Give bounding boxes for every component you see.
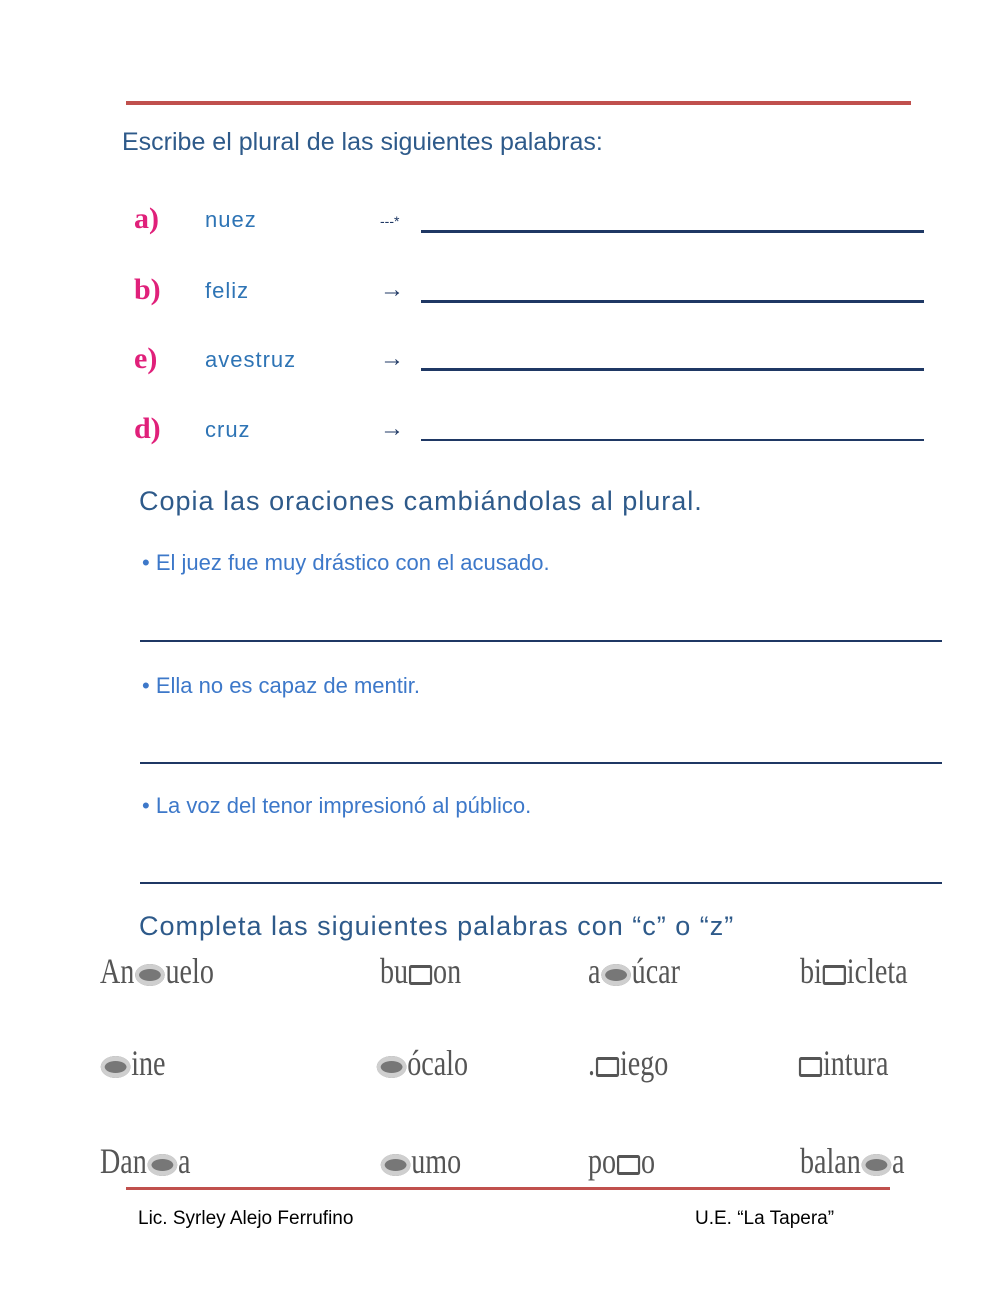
word-suffix: icleta [846, 951, 908, 991]
word-to-complete [100, 1042, 166, 1084]
item-word: avestruz [205, 347, 297, 372]
word-prefix: bi [800, 951, 822, 991]
bottom-rule [126, 1187, 890, 1190]
word-to-complete [100, 950, 214, 992]
copy-line[interactable] [140, 882, 942, 884]
answer-line[interactable] [421, 300, 924, 303]
word-to-complete [800, 1140, 904, 1182]
item-letter: b) [134, 273, 161, 306]
footer-author: Lic. Syrley Alejo Ferrufino [138, 1208, 354, 1229]
sentence: • La voz del tenor impresionó al público. [142, 793, 532, 818]
word-suffix: ócalo [407, 1043, 469, 1083]
word-suffix: ine [131, 1043, 166, 1083]
word-suffix: iego [619, 1043, 669, 1083]
blank-slot[interactable] [601, 964, 631, 986]
word-prefix: a [588, 951, 601, 991]
word-prefix: po [588, 1141, 617, 1181]
word-to-complete [588, 1140, 655, 1182]
item-word: nuez [205, 207, 257, 232]
word-prefix: bu [380, 951, 409, 991]
word-suffix: úcar [631, 951, 680, 991]
blank-slot[interactable] [101, 1056, 131, 1078]
section2-title: Copia las oraciones cambiándolas al plural. [139, 486, 703, 516]
answer-line[interactable] [421, 439, 924, 441]
word-prefix: . [588, 1043, 596, 1083]
blank-slot[interactable] [409, 965, 432, 985]
word-suffix: umo [411, 1141, 462, 1181]
blank-slot[interactable] [596, 1057, 619, 1077]
blank-slot[interactable] [377, 1056, 407, 1078]
item-letter: e) [134, 342, 158, 375]
word-suffix: on [433, 951, 462, 991]
word-to-complete [100, 1140, 190, 1182]
word-to-complete [380, 950, 461, 992]
answer-line[interactable] [421, 230, 924, 233]
word-to-complete [588, 1042, 668, 1084]
word-to-complete [800, 950, 908, 992]
word-suffix: uelo [165, 951, 214, 991]
blank-slot[interactable] [823, 965, 846, 985]
arrow-icon: → [380, 345, 404, 372]
word-suffix: a [177, 1141, 191, 1181]
item-word: cruz [205, 417, 251, 442]
answer-line[interactable] [421, 368, 924, 371]
arrow-icon: ---* [380, 213, 400, 229]
section3-title: Completa las siguientes palabras con “c” o “z” [139, 911, 735, 941]
copy-line[interactable] [140, 640, 942, 642]
word-prefix: An [100, 951, 135, 991]
arrow-icon: → [380, 415, 404, 442]
word-prefix: Dan [100, 1141, 147, 1181]
word-suffix: intura [822, 1043, 889, 1083]
blank-slot[interactable] [381, 1154, 411, 1176]
item-letter: d) [134, 412, 161, 445]
sentence: • El juez fue muy drástico con el acusado. [142, 550, 550, 575]
section1-title: Escribe el plural de las siguientes palabras: [122, 128, 603, 156]
blank-slot[interactable] [617, 1155, 640, 1175]
word-to-complete [588, 950, 680, 992]
sentence: • Ella no es capaz de mentir. [142, 673, 420, 698]
word-prefix: balan [800, 1141, 861, 1181]
blank-slot[interactable] [862, 1154, 892, 1176]
footer-school: U.E. “La Tapera” [695, 1208, 835, 1229]
word-to-complete [376, 1042, 468, 1084]
item-word: feliz [205, 278, 250, 303]
word-suffix: o [641, 1141, 656, 1181]
blank-slot[interactable] [799, 1057, 822, 1077]
blank-slot[interactable] [148, 1154, 178, 1176]
copy-line[interactable] [140, 762, 942, 764]
word-to-complete [798, 1042, 888, 1084]
top-rule [126, 101, 911, 105]
item-letter: a) [134, 202, 159, 235]
arrow-icon: → [380, 276, 404, 303]
word-to-complete [380, 1140, 461, 1182]
blank-slot[interactable] [135, 964, 165, 986]
word-suffix: a [892, 1141, 905, 1181]
